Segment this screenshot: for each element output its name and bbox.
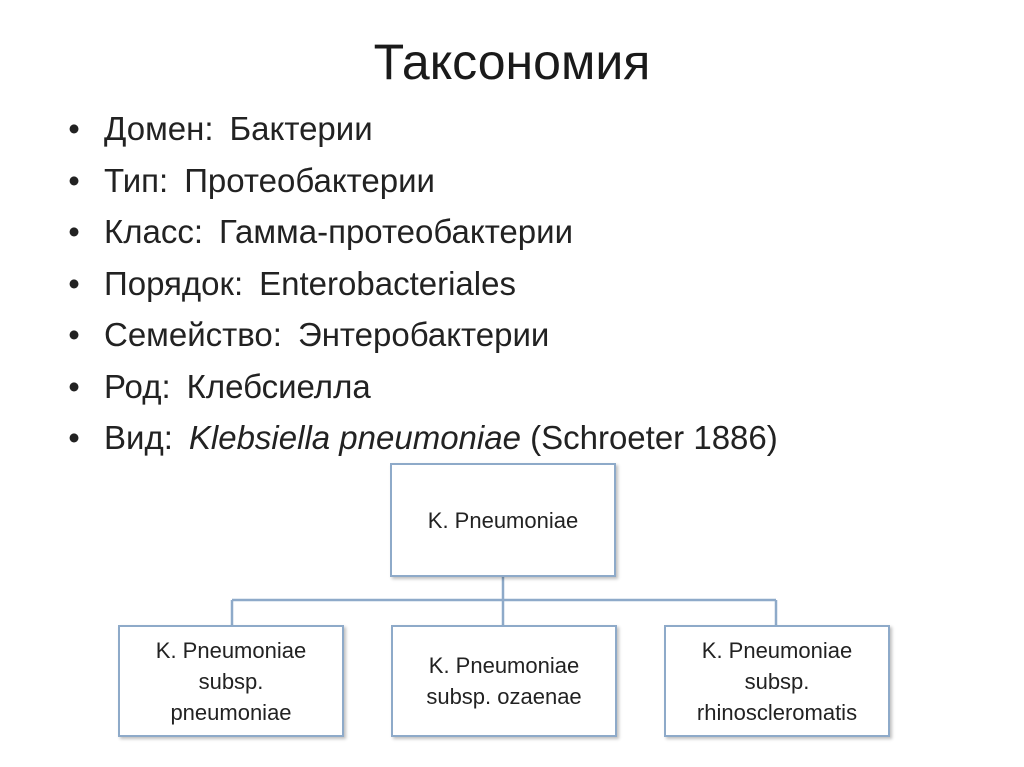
species-authority: (Schroeter 1886)	[530, 419, 778, 456]
node-label: K. Pneumoniae	[427, 507, 579, 533]
bullet-icon: •	[68, 316, 80, 353]
bullet-icon: •	[68, 367, 80, 405]
node-label: K. Pneumoniae subsp. pneumoniae	[155, 637, 307, 725]
rank-label: Домен:	[104, 110, 214, 147]
rank-value: Клебсиелла	[186, 367, 371, 405]
rank-value: Enterobacteriales	[259, 264, 516, 302]
bullet-icon: •	[68, 110, 80, 147]
rank-label: Род:	[104, 367, 171, 405]
tree-node-subsp-rhinoscleromatis	[664, 625, 890, 737]
bullet-icon: •	[68, 419, 80, 456]
tree-node-root	[390, 463, 616, 577]
rank-value: Гамма-протеобактерии	[219, 213, 574, 250]
bullet-icon: •	[68, 161, 80, 199]
rank-label: Порядок:	[104, 264, 244, 302]
rank-value: Протеобактерии	[184, 161, 435, 199]
rank-label: Семейство:	[104, 316, 282, 353]
rank-label: Тип:	[104, 161, 169, 199]
node-label: K. Pneumoniae subsp. rhinoscleromatis	[696, 637, 858, 725]
rank-label: Класс:	[104, 213, 203, 250]
bullet-icon: •	[68, 264, 80, 302]
species-name: Klebsiella pneumoniae	[188, 419, 521, 456]
bullet-icon: •	[68, 213, 80, 250]
rank-value: Бактерии	[229, 110, 373, 147]
slide-title: Таксономия	[373, 34, 651, 90]
tree-node-subsp-pneumoniae	[118, 625, 344, 737]
rank-value: Энтеробактерии	[297, 316, 550, 353]
tree-node-subsp-ozaenae	[391, 625, 617, 737]
rank-label: Вид:	[104, 419, 173, 456]
node-label: K. Pneumoniae subsp. ozaenae	[426, 653, 582, 709]
